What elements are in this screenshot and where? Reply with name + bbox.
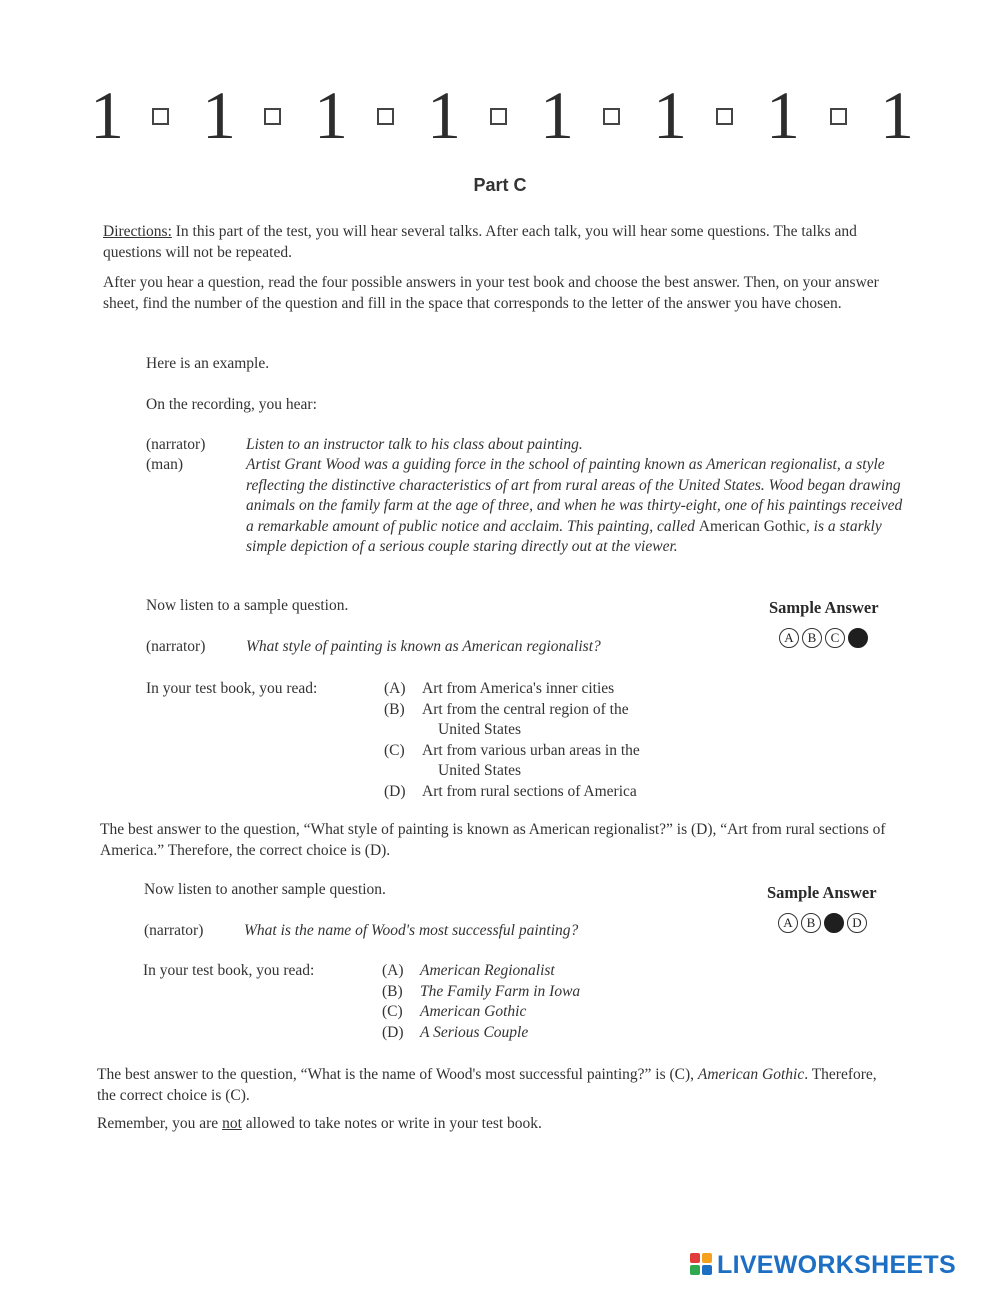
answer-bubble-b: B <box>801 913 821 933</box>
banner-box-icon <box>152 108 169 125</box>
sample2-option-a: (A) American Regionalist <box>382 962 555 979</box>
sample2-you-read: In your test book, you read: <box>143 962 315 979</box>
sample2-explanation-title: American Gothic <box>697 1066 805 1083</box>
sample1-intro: Now listen to a sample question. <box>146 597 349 614</box>
sample2-intro: Now listen to another sample question. <box>144 881 386 898</box>
banner-box-icon <box>716 108 733 125</box>
sample2-option-d: (D) A Serious Couple <box>382 1023 529 1041</box>
banner-box-icon <box>830 108 847 125</box>
sample1-option-c: (C) Art from various urban areas in the <box>384 741 640 759</box>
sample1-option-c-cont: United States <box>438 762 522 779</box>
narrator-talk-text: Listen to an instructor talk to his class about painting. <box>246 436 583 453</box>
sample2-options <box>382 961 722 1043</box>
sample1-question: What style of painting is known as American regionalist? <box>246 638 601 655</box>
answer-bubble-a: A <box>778 913 798 933</box>
banner-digit: 1 <box>880 77 914 153</box>
sample2-explanation-part1: The best answer to the question, “What is the name of Wood's most successful painting?” is (C), <box>97 1066 698 1083</box>
answer-bubble-b: B <box>802 628 822 648</box>
sample1-narrator-label: (narrator) <box>146 638 206 655</box>
directions-label: Directions: <box>103 223 172 240</box>
logo-mark-icon <box>690 1253 712 1275</box>
header-banner <box>90 77 920 153</box>
man-talk-text <box>246 455 906 558</box>
banner-digit: 1 <box>314 77 348 153</box>
logo-text: LIVEWORKSHEETS <box>717 1251 956 1279</box>
man-label: (man) <box>146 456 184 473</box>
sample1-explanation: The best answer to the question, “What style of painting is known as American regionalist?” is (D), “Art from rural sections of America.” Therefore, the correct choice is (D). <box>100 821 886 859</box>
answer-bubble-a: A <box>779 628 799 648</box>
banner-box-icon <box>490 108 507 125</box>
sample2-answer-title: Sample Answer <box>767 883 877 902</box>
example-intro: Here is an example. <box>146 355 270 372</box>
banner-digit: 1 <box>427 77 461 153</box>
sample1-you-read: In your test book, you read: <box>146 680 318 697</box>
answer-bubble-d: D <box>847 913 867 933</box>
reminder-emphasis: not <box>222 1115 242 1132</box>
sample1-answer-title: Sample Answer <box>769 598 879 617</box>
directions-text: In this part of the test, you will hear several talks. After each talk, you will hear some questions. The talks and questions will not be repeated. <box>103 223 857 261</box>
liveworksheets-logo <box>690 1250 990 1280</box>
banner-digit: 1 <box>540 77 574 153</box>
man-talk-part2: , is a starkly simple depiction of a serious couple staring directly out at the viewer. <box>246 517 882 555</box>
directions-paragraph <box>103 222 883 263</box>
banner-box-icon <box>603 108 620 125</box>
sample1-option-d: (D) Art from rural sections of America <box>384 782 637 800</box>
sample1-option-a: (A) Art from America's inner cities <box>384 680 615 697</box>
sample2-option-c: (C) American Gothic <box>382 1003 527 1020</box>
sample2-explanation <box>97 1065 887 1106</box>
sample2-question: What is the name of Wood's most successful painting? <box>244 922 579 939</box>
banner-box-icon <box>264 108 281 125</box>
banner-box-icon <box>377 108 394 125</box>
man-talk-part1: Artist Grant Wood was a guiding force in the school of painting known as American regionalist, a style reflecting the distinctive characteristics of art from rural areas of the United States. Wood began drawing animals on the family farm at the age of three, and when he was thirty-eight, one of his paintings received a remarkable amount of public notice and acclaim. This painting, called <box>246 456 903 535</box>
narrator-label: (narrator) <box>146 436 206 453</box>
banner-digit: 1 <box>202 77 236 153</box>
sample2-option-b: (B) The Family Farm in Iowa <box>382 982 581 1000</box>
painting-title: American Gothic <box>698 517 806 535</box>
part-title: Part C <box>473 175 527 195</box>
answer-bubble-c: C <box>825 628 845 648</box>
sample1-option-b-cont: United States <box>438 721 522 738</box>
on-recording-label: On the recording, you hear: <box>146 396 317 413</box>
instructions-paragraph: After you hear a question, read the four possible answers in your test book and choose the best answer. Then, on your answer sheet, find the number of the question and fill in the space that corresponds to the letter of the answer you have chosen. <box>103 274 879 312</box>
sample2-explanation-part2: . Therefore, the correct choice is (C). <box>97 1066 877 1104</box>
reminder-note: Remember, you are not allowed to take notes or write in your test book. <box>97 1115 542 1132</box>
sample1-options <box>384 679 724 802</box>
banner-digit: 1 <box>766 77 800 153</box>
banner-digit: 1 <box>653 77 687 153</box>
banner-digit: 1 <box>90 77 124 153</box>
sample2-narrator-label: (narrator) <box>144 922 204 939</box>
sample1-option-b: (B) Art from the central region of the <box>384 700 629 718</box>
